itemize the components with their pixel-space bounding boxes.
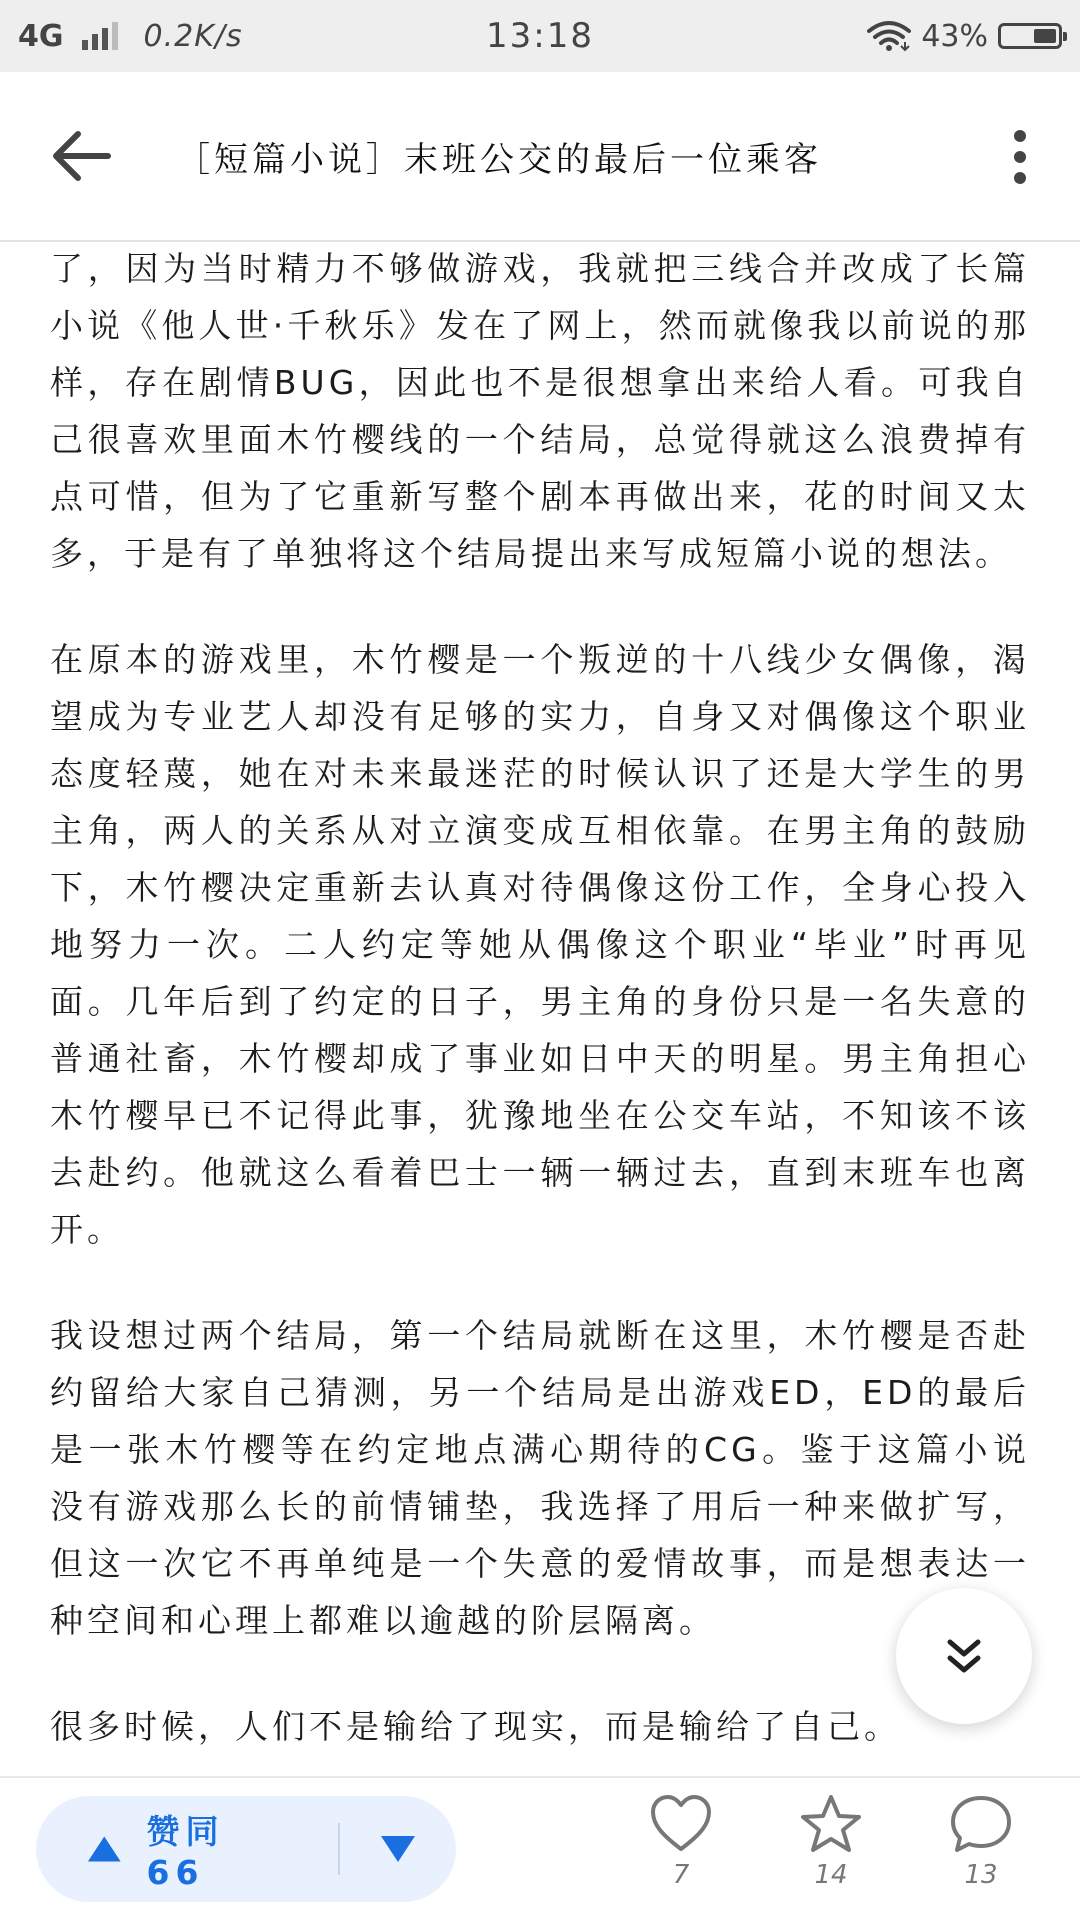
article-paragraph: 在原本的游戏里，木竹樱是一个叛逆的十八线少女偶像，渴望成为专业艺人却没有足够的实力，自身又对偶像这个职业态度轻蔑，她在对未来最迷茫的时候认识了还是大学生的男主角，两人的关系从对立演变成互相依靠。在男主角的鼓励下，木竹樱决定重新去认真对待偶像这份工作，全身心投入地努力一次。二人约定等她从偶像这个职业“毕业”时再见面。几年后到了约定的日子，男主角的身份只是一名失意的普通社畜，木竹樱却成了事业如日中天的明星。男主角担心木竹樱早已不记得此事，犹豫地坐在公交车站，不知该不该去赴约。他就这么看着巴士一辆一辆过去，直到末班车也离开。 [50, 640, 1030, 1249]
status-bar [0, 0, 1080, 72]
article-paragraph: 我设想过两个结局，第一个结局就断在这里，木竹樱是否赴约留给大家自己猜测，另一个结局是出游戏ED，ED的最后是一张木竹樱等在约定地点满心期待的CG。鉴于这篇小说没有游戏那么长的前情铺垫，我选择了用后一种来做扩写，但这一次它不再单纯是一个失意的爱情故事，而是想表达一种空间和心理上都难以逾越的阶层隔离。 [50, 1316, 1030, 1640]
bottom-action-bar [0, 1776, 1080, 1922]
double-chevron-down-icon [944, 1636, 984, 1676]
network-type: 4G [18, 18, 64, 54]
like-count: 7 [672, 1860, 690, 1890]
battery-percent: 43% [921, 18, 988, 54]
vote-pill [36, 1796, 456, 1902]
favorite-button[interactable] [786, 1794, 876, 1910]
upvote-button[interactable] [36, 1796, 294, 1902]
triangle-up-icon [86, 1834, 123, 1864]
heart-icon [649, 1794, 713, 1854]
article-body [50, 240, 1030, 1776]
signal-icon [82, 22, 118, 50]
wifi-icon [867, 20, 911, 52]
comment-bubble-icon [949, 1794, 1013, 1854]
battery-icon [998, 23, 1062, 49]
article-paragraph: 了，因为当时精力不够做游戏，我就把三线合并改成了长篇小说《他人世·千秋乐》发在了网上，然而就像我以前说的那样，存在剧情BUG，因此也不是很想拿出来给人看。可我自己很喜欢里面木竹樱线的一个结局，总觉得就这么浪费掉有点可惜，但为了它重新写整个剧本再做出来，花的时间又太多，于是有了单独将这个结局提出来写成短篇小说的想法。 [50, 249, 1030, 573]
network-speed: 0.2K/s [143, 18, 243, 54]
status-right [867, 19, 1080, 54]
clock: 13:18 [486, 16, 594, 56]
like-button[interactable] [636, 1794, 726, 1910]
app-header [0, 72, 1080, 242]
article-paragraph: 很多时候，人们不是输给了现实，而是输给了自己。 [50, 1707, 901, 1746]
triangle-down-icon [379, 1834, 417, 1864]
comment-button[interactable] [936, 1794, 1026, 1910]
more-options-icon[interactable] [1008, 128, 1032, 186]
status-left [0, 19, 243, 54]
upvote-label: 赞同 66 [146, 1812, 225, 1892]
page-title: ［短篇小说］末班公交的最后一位乘客 [176, 140, 822, 180]
back-arrow-icon[interactable] [52, 130, 112, 182]
favorite-count: 14 [814, 1860, 848, 1890]
comment-count: 13 [964, 1860, 998, 1890]
downvote-button[interactable] [340, 1796, 456, 1902]
battery-fill [1034, 29, 1056, 43]
star-icon [799, 1794, 863, 1854]
scroll-down-button[interactable] [896, 1588, 1032, 1724]
